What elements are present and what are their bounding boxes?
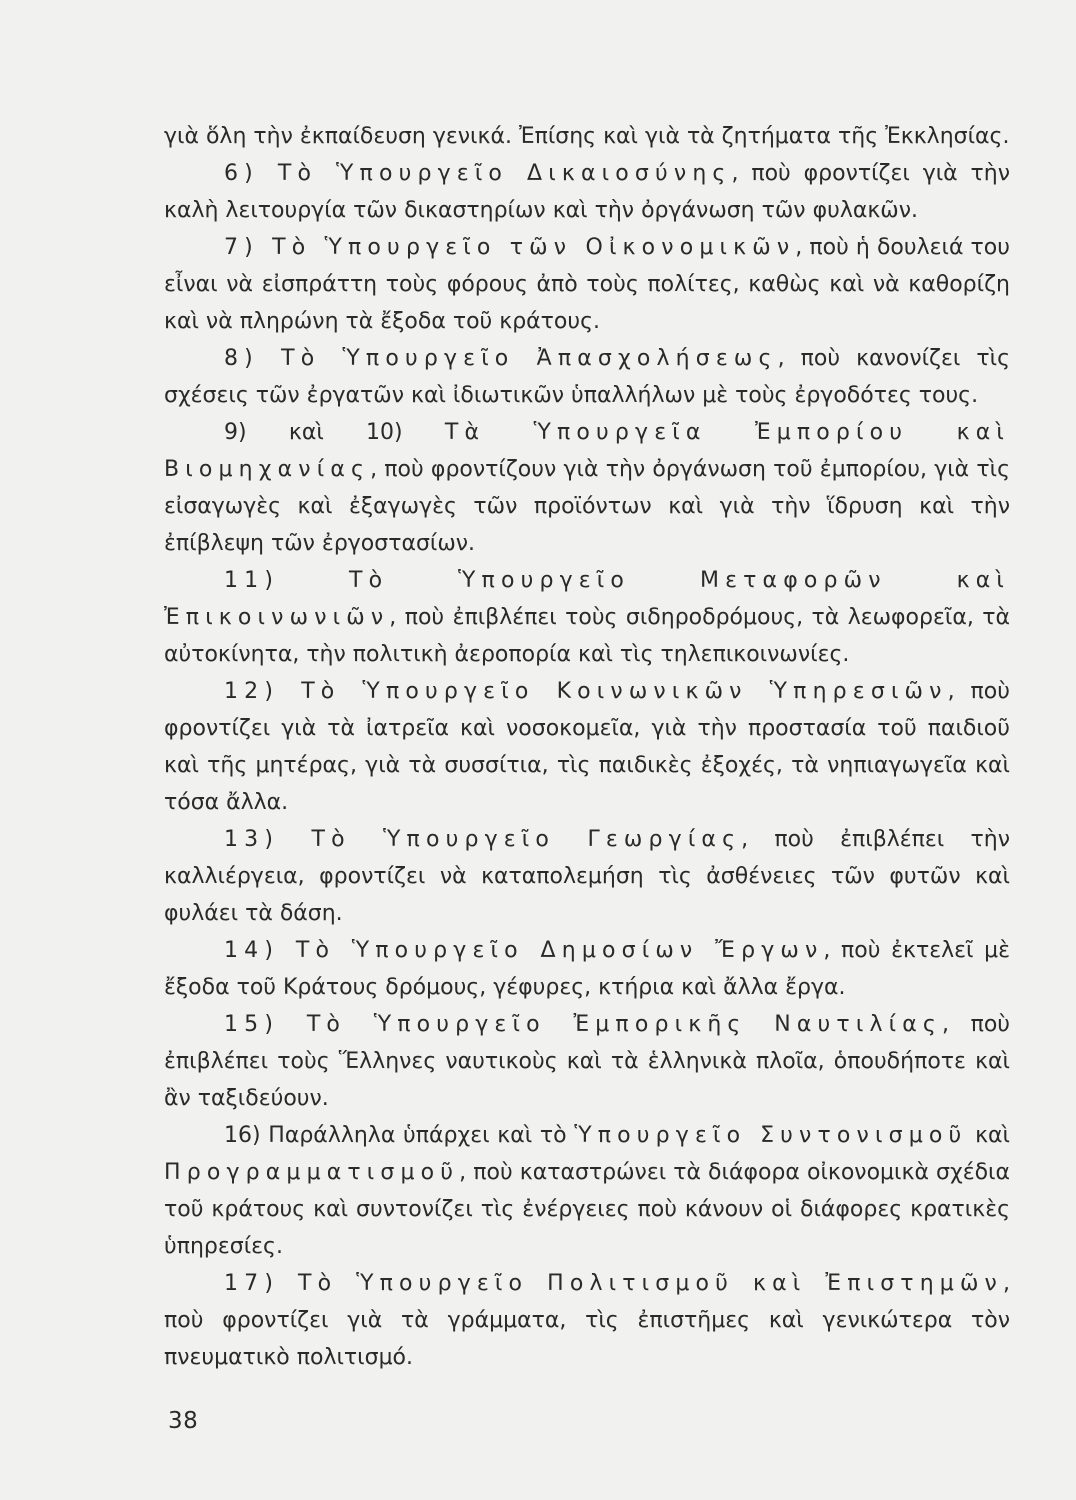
spaced-heading-run: 7) Τὸ Ὑπουργεῖο τῶν Οἰκονομικῶν	[224, 235, 796, 260]
paragraph	[164, 118, 1010, 155]
text-run: , ποὺ ἐπιβλέπει τὴν καλλιέργεια, φροντίζει νὰ καταπολεμήση τὶς ἀσθένειες τῶν φυτῶν καὶ φυλάει τὰ δάση.	[164, 827, 1011, 926]
text-run: 16) Παράλληλα ὑπάρχει καὶ τὸ	[224, 1123, 575, 1148]
spaced-heading-run: 11) Τὸ Ὑπουργεῖο Μεταφορῶν καὶ Ἐπικοινωνιῶν	[164, 568, 1010, 630]
spaced-heading-run: Προγραμματισμοῦ	[164, 1160, 460, 1185]
text-run: , ποὺ κανονίζει τὶς σχέσεις τῶν ἐργατῶν καὶ ἰδιωτικῶν ὑπαλλήλων μὲ τοὺς ἐργοδότες τους.	[164, 346, 1011, 408]
spaced-heading-run: 17) Τὸ Ὑπουργεῖο Πολιτισμοῦ καὶ Ἐπιστημῶν	[224, 1271, 1003, 1296]
text-run: 9) καὶ 10)	[224, 420, 445, 445]
paragraph	[164, 932, 1010, 1006]
text-run: γιὰ ὅλη τὴν ἐκπαίδευση γενικά. Ἐπίσης καὶ γιὰ τὰ ζητήματα τῆς Ἐκκλησίας.	[164, 124, 1010, 149]
paragraph	[164, 1006, 1010, 1117]
paragraph	[164, 1265, 1010, 1376]
paragraph	[164, 229, 1010, 340]
spaced-heading-run: 13) Τὸ Ὑπουργεῖο Γεωργίας	[224, 827, 742, 852]
spaced-heading-run: 12) Τὸ Ὑπουργεῖο Κοινωνικῶν Ὑπηρεσιῶν	[224, 679, 948, 704]
paragraph	[164, 414, 1010, 562]
paragraph	[164, 562, 1010, 673]
spaced-heading-run: Τὰ Ὑπουργεῖα Ἐμπορίου καὶ Βιομηχανίας	[164, 420, 1010, 482]
text-run: , ποὺ ἐκτελεῖ μὲ ἔξοδα τοῦ Κράτους δρόμους, γέφυρες, κτήρια καὶ ἄλλα ἔργα.	[164, 938, 1010, 1000]
spaced-heading-run: Ὑπουργεῖο Συντονισμοῦ	[574, 1123, 968, 1148]
page-number: 38	[168, 1408, 199, 1434]
spaced-heading-run: 14) Τὸ Ὑπουργεῖο Δημοσίων Ἔργων	[224, 938, 824, 963]
spaced-heading-run: 15) Τὸ Ὑπουργεῖο Ἐμπορικῆς Ναυτιλίας	[224, 1012, 942, 1037]
body-text	[164, 118, 1010, 1376]
spaced-heading-run: 6) Τὸ Ὑπουργεῖο Δικαιοσύνης	[224, 161, 732, 186]
paragraph	[164, 1117, 1010, 1265]
text-run: , ποὺ ἐπιβλέπει τοὺς Ἕλληνες ναυτικοὺς καὶ τὰ ἑλληνικὰ πλοῖα, ὁπουδήποτε καὶ ἂν ταξιδεύουν.	[164, 1012, 1011, 1111]
text-run: , ποὺ καταστρώνει τὰ διάφορα οἰκονομικὰ σχέδια τοῦ κράτους καὶ συντονίζει τὶς ἐνέργειες ποὺ κάνουν οἱ διάφορες κρατικὲς ὑπηρεσίες.	[164, 1160, 1010, 1259]
paragraph	[164, 673, 1010, 821]
paragraph	[164, 340, 1010, 414]
text-run: , ποὺ ἡ δουλειά του εἶναι νὰ εἰσπράττη τοὺς φόρους ἀπὸ τοὺς πολίτες, καθὼς καὶ νὰ καθορίζη καὶ νὰ πληρώνη τὰ ἔξοδα τοῦ κράτους.	[164, 235, 1010, 334]
text-run: , ποὺ φροντίζει γιὰ τὰ γράμματα, τὶς ἐπιστῆμες καὶ γενικώτερα τὸν πνευματικὸ πολιτισμό.	[164, 1271, 1010, 1370]
paragraph	[164, 821, 1010, 932]
text-run: , ποὺ φροντίζουν γιὰ τὴν ὀργάνωση τοῦ ἐμπορίου, γιὰ τὶς εἰσαγωγὲς καὶ ἐξαγωγὲς τῶν προϊόντων καὶ γιὰ τὴν ἵδρυση καὶ τὴν ἐπίβλεψη τῶν ἐργοστασίων.	[164, 457, 1010, 556]
spaced-heading-run: 8) Τὸ Ὑπουργεῖο Ἀπασχολήσεως	[224, 346, 778, 371]
paragraph	[164, 155, 1010, 229]
text-run: , ποὺ φροντίζει γιὰ τὴν καλὴ λειτουργία τῶν δικαστηρίων καὶ τὴν ὀργάνωση τῶν φυλακῶν.	[164, 161, 1010, 223]
text-run: καὶ	[967, 1123, 1010, 1148]
text-run: , ποὺ ἐπιβλέπει τοὺς σιδηροδρόμους, τὰ λεωφορεῖα, τὰ αὐτοκίνητα, τὴν πολιτικὴ ἀεροπορία καὶ τὶς τηλεπικοινωνίες.	[164, 605, 1010, 667]
text-run: , ποὺ φροντίζει γιὰ τὰ ἰατρεῖα καὶ νοσοκομεῖα, γιὰ τὴν προστασία τοῦ παιδιοῦ καὶ τῆς μητέρας, γιὰ τὰ συσσίτια, τὶς παιδικὲς ἐξοχές, τὰ νηπιαγωγεῖα καὶ τόσα ἄλλα.	[164, 679, 1010, 815]
